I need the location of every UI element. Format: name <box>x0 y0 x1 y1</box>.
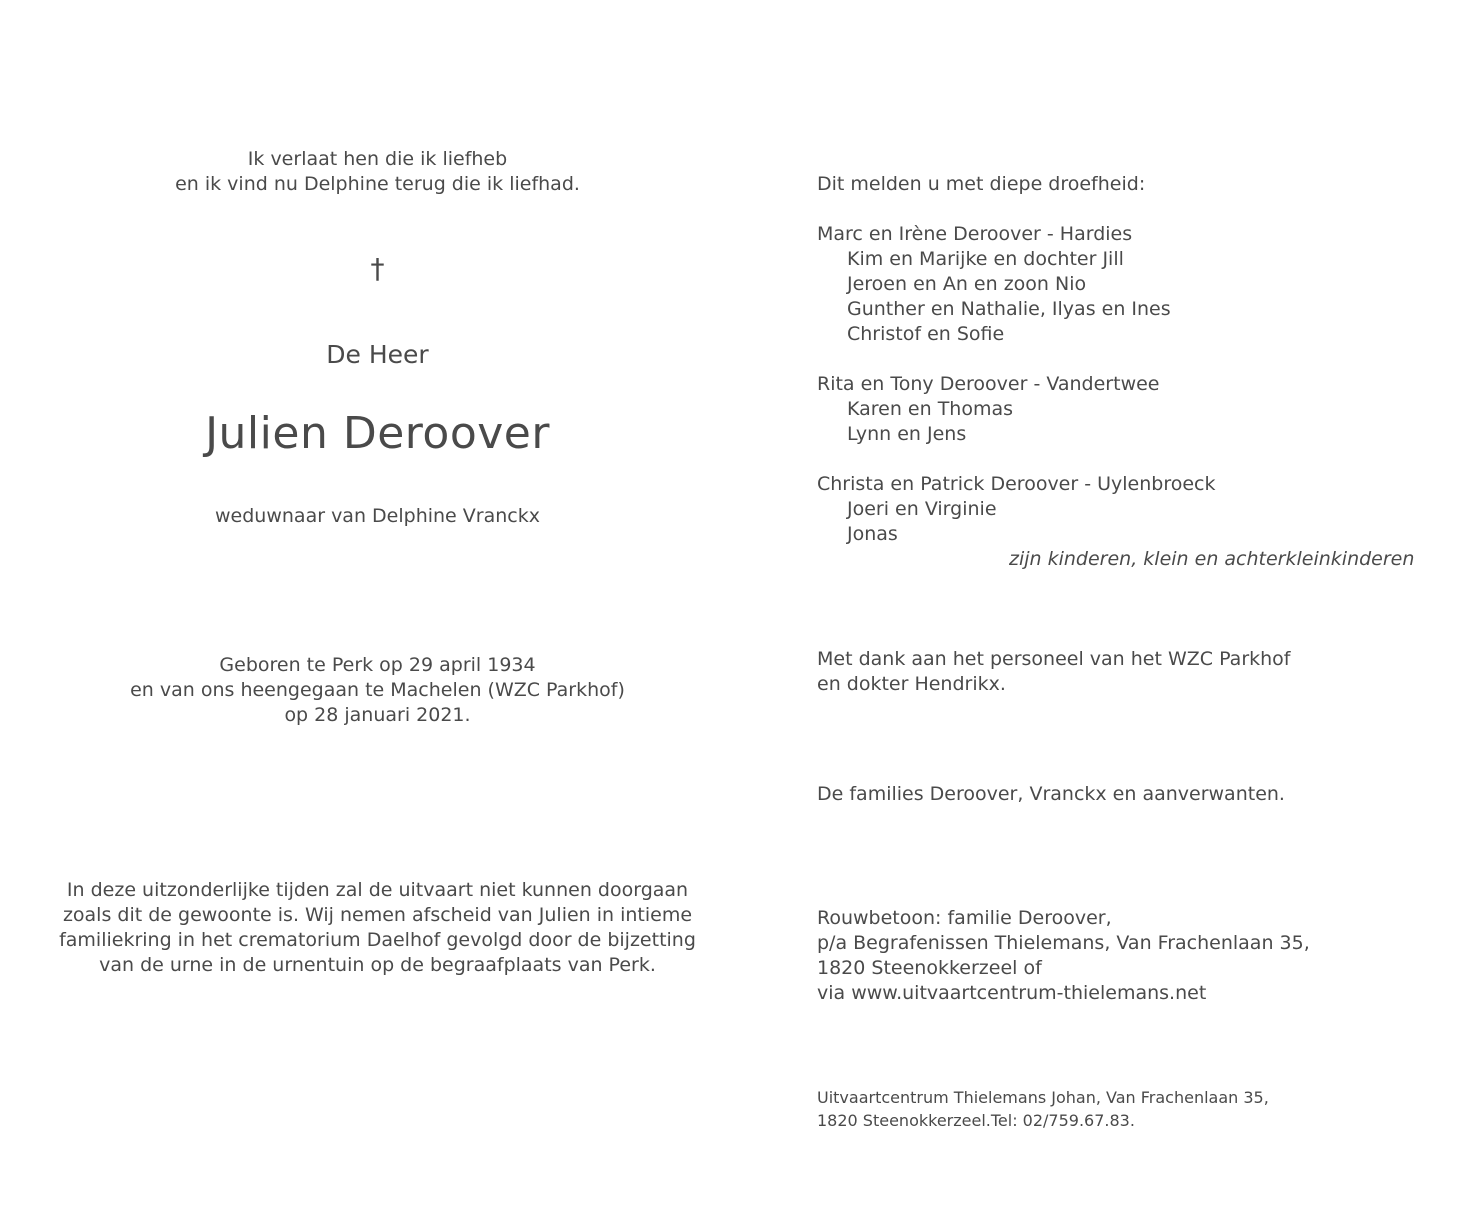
family-head: Rita en Tony Deroover - Vandertwee <box>817 373 1160 395</box>
relation-caption: zijn kinderen, klein en achterkleinkinderen <box>1009 548 1415 570</box>
honorific: De Heer <box>326 340 429 369</box>
quote-line: en ik vind nu Delphine terug die ik liefhad. <box>175 173 580 195</box>
cross-icon: † <box>370 252 385 285</box>
undertaker-line: 1820 Steenokkerzeel.Tel: 02/759.67.83. <box>817 1111 1135 1130</box>
family-head: Christa en Patrick Deroover - Uylenbroeck <box>817 473 1216 495</box>
condolences-line: p/a Begrafenissen Thielemans, Van Frachenlaan 35, <box>817 932 1310 954</box>
families-closing: De families Deroover, Vranckx en aanverwanten. <box>817 783 1285 805</box>
family-child: Christof en Sofie <box>847 323 1005 345</box>
thanks-line: Met dank aan het personeel van het WZC Parkhof <box>817 648 1291 670</box>
right-column <box>817 0 1457 1214</box>
family-child: Jonas <box>847 523 898 545</box>
funeral-note-line: zoals dit de gewoonte is. Wij nemen afscheid van Julien in intieme <box>62 904 693 926</box>
family-group <box>817 222 1216 347</box>
funeral-note-line: familiekring in het crematorium Daelhof gevolgd door de bijzetting <box>59 929 696 951</box>
thanks-note <box>817 647 1291 697</box>
quote-line: Ik verlaat hen die ik liefheb <box>247 148 508 170</box>
condolences-line: 1820 Steenokkerzeel of <box>817 957 1042 979</box>
undertaker-line: Uitvaartcentrum Thielemans Johan, Van Frachenlaan 35, <box>817 1088 1269 1107</box>
funeral-note-line: van de urne in de urnentuin op de begraafplaats van Perk. <box>99 954 656 976</box>
condolences-info <box>817 906 1310 1006</box>
family-child: Joeri en Virginie <box>847 498 997 520</box>
deceased-name: Julien Deroover <box>205 408 550 459</box>
family-list <box>817 222 1216 572</box>
thanks-line: en dokter Hendrikx. <box>817 673 1006 695</box>
funeral-note <box>0 878 755 978</box>
family-group <box>817 372 1216 447</box>
family-child: Gunther en Nathalie, Ilyas en Ines <box>847 298 1171 320</box>
memorial-quote <box>0 147 755 197</box>
family-child: Lynn en Jens <box>847 423 967 445</box>
family-group <box>817 472 1216 547</box>
birth-death-line: op 28 januari 2021. <box>284 704 471 726</box>
announce-intro: Dit melden u met diepe droefheid: <box>817 173 1146 195</box>
family-child: Jeroen en An en zoon Nio <box>847 273 1087 295</box>
birth-death-info <box>0 653 755 728</box>
funeral-note-line: In deze uitzonderlijke tijden zal de uitvaart niet kunnen doorgaan <box>66 879 689 901</box>
family-head: Marc en Irène Deroover - Hardies <box>817 223 1133 245</box>
undertaker-info <box>817 1086 1269 1132</box>
family-child: Kim en Marijke en dochter Jill <box>847 248 1124 270</box>
family-child: Karen en Thomas <box>847 398 1014 420</box>
condolences-website-line: via www.uitvaartcentrum-thielemans.net <box>817 982 1207 1004</box>
condolences-line: Rouwbetoon: familie Deroover, <box>817 907 1112 929</box>
birth-death-line: Geboren te Perk op 29 april 1934 <box>219 654 536 676</box>
birth-death-line: en van ons heengegaan te Machelen (WZC Parkhof) <box>130 679 625 701</box>
widower-of: weduwnaar van Delphine Vranckx <box>215 505 540 527</box>
